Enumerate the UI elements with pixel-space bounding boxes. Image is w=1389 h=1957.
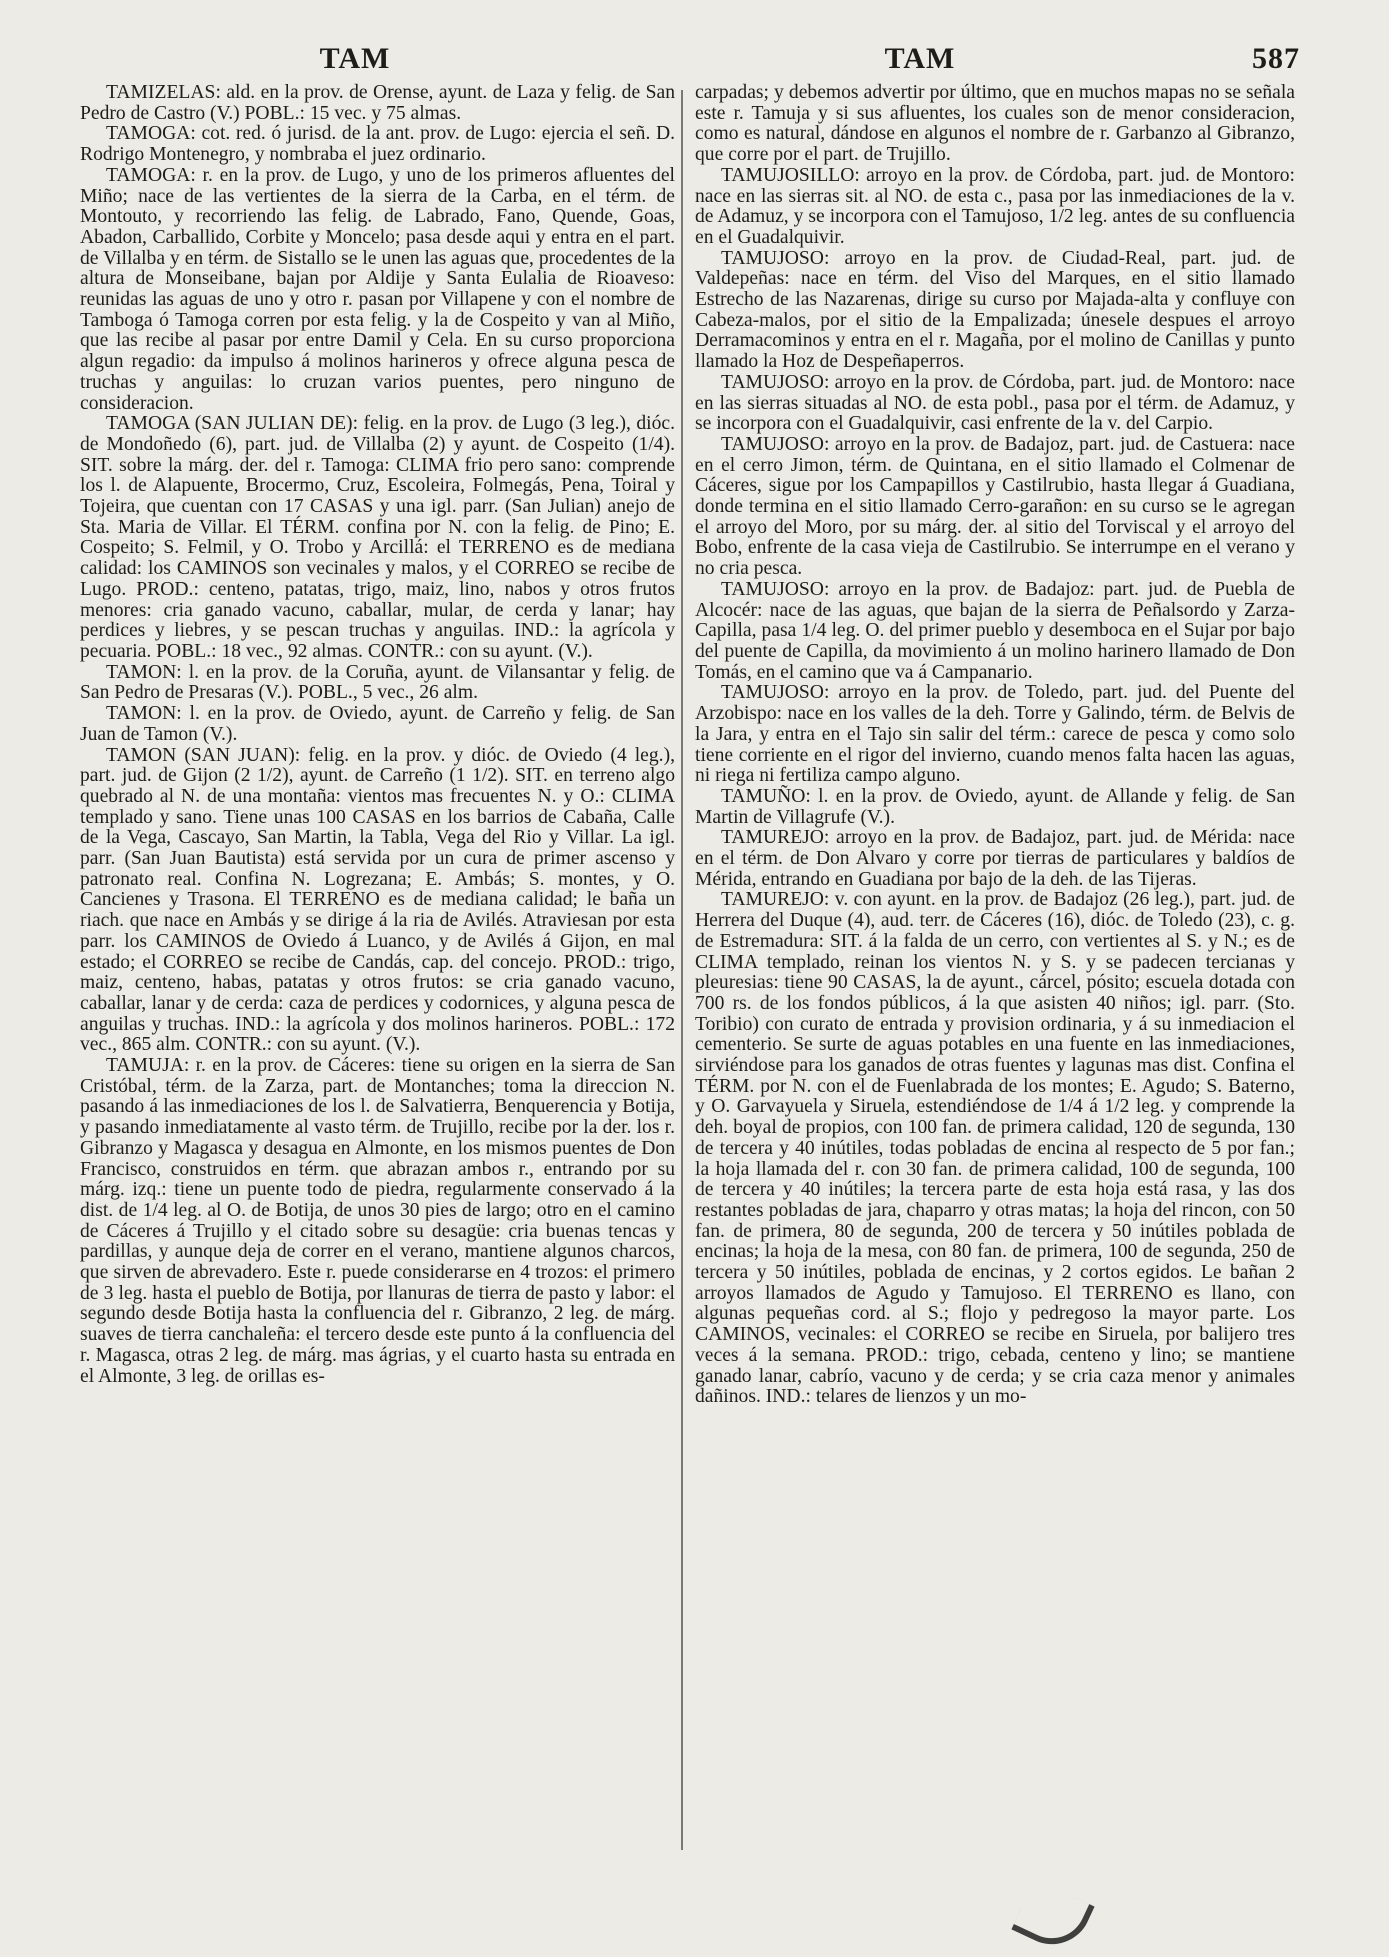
entry-tamujoso-alcocer: TAMUJOSO: arroyo en la prov. de Badajoz: part. jud. de Puebla de Alcocér: nace de las aguas, que bajan de la sierra de Peñalsordo y Zarza-Capilla, pasa 1/4 leg. O. del primer pueblo y desemboca en el Sujar por bajo del puente de Capilla, da movimiento á un molino harinero llamado de Don Tomás, en el camino que va á Campanario. (695, 578, 1295, 683)
entry-tamizelas: TAMIZELAS: ald. en la prov. de Orense, ayunt. de Laza y felig. de San Pedro de Castro (V.) POBL.: 15 vec. y 75 almas. (80, 82, 675, 124)
entry-tamon-oviedo: TAMON: l. en la prov. de Oviedo, ayunt. de Carreño y felig. de San Juan de Tamon (V.). (80, 703, 675, 745)
page-number: 587 (1252, 42, 1300, 75)
page-header (80, 42, 1320, 82)
entry-tamuja-continued: carpadas; y debemos advertir por último, que en muchos mapas no se señala este r. Tamuja y si sus afluentes, los cuales son de menor consideracion, como es natural, dándose en algunos el nombre de r. Garbanzo al Gibranzo, que corre por el part. de Trujillo. (695, 82, 1295, 166)
entry-tamujoso-toledo: TAMUJOSO: arroyo en la prov. de Toledo, part. jud. del Puente del Arzobispo: nace en los valles de la deh. Torre y Galindo, térm. de Belvis de la Jara, y entra en el Tajo sin salir del térm.: carece de pesca y como solo tiene corriente en el rigor del invierno, cuando menos falta hacen las aguas, ni riega ni fertiliza campo alguno. (695, 682, 1295, 787)
entry-tamuno: TAMUÑO: l. en la prov. de Oviedo, ayunt. de Allande y felig. de San Martin de Villagrufe (V.). (695, 785, 1295, 828)
right-column (695, 83, 1295, 1408)
header-right-word: TAM (884, 42, 956, 75)
entry-tamoga-rio: TAMOGA: r. en la prov. de Lugo, y uno de los primeros afluentes del Miño; nace de las vertientes de la sierra de la Carba, en el térm. de Montouto, y recorriendo las felig. de Labrado, Fano, Quende, Goas, Abadon, Carballido, Corbite y Moncelo; pasa desde aqui y entra en el part. de Villalba y en térm. de Sistallo se le unen las aguas que, procedentes de la altura de Monseibane, bajan por Aldije y Santa Eulalia de Rioaveso: reunidas las aguas de uno y otro r. pasan por Villapene y con el nombre de Tamboga ó Tamoga corren por esta felig. y la de Cospeito y van al Miño, que las recibe al pasar por entre Damil y Cela. En su curso proporciona algun regadio: da impulso á molinos harineros y ofrece alguna pesca de truchas y anguilas: lo cruzan varios puentes, pero ninguno de consideracion. (80, 164, 675, 414)
entry-tamurejo-arroyo: TAMUREJO: arroyo en la prov. de Badajoz, part. jud. de Mérida: nace en el térm. de Don Alvaro y corre por tierras de particulares y baldíos de Mérida, entrando en Guadiana por bajo de la deh. de las Tijeras. (695, 827, 1295, 890)
ink-smudge (1011, 1879, 1094, 1957)
column-divider (681, 90, 683, 1850)
entry-tamuja: TAMUJA: r. en la prov. de Cáceres: tiene su origen en la sierra de San Cristóbal, térm. de la Zarza, part. de Montanches; toma la direccion N. pasando á las inmediaciones de los l. de Salvatierra, Benquerencia y Botija, y pasando inmediatamente al vasto térm. de Trujillo, recibe por la der. los r. Gibranzo y Magasca y desagua en Almonte, en los mismos puentes de Don Francisco, construidos en térm. que abrazan ambos r., entrando por su márg. izq.: tiene un puente todo de piedra, regularmente conservado á la dist. de 1/4 leg. al O. de Botija, de unos 30 pies de largo; otro en el camino de Cáceres á Trujillo y el citado sobre su desagüe: cria buenas tencas y pardillas, y aunque deja de correr en el verano, mantiene algunos charcos, que sirven de abrevadero. Este r. puede considerarse en 4 trozos: el primero de 3 leg. hasta el pueblo de Botija, por llanuras de tierra de pasto y labor: el segundo desde Botija hasta la confluencia del r. Gibranzo, 2 leg. de márg. suaves de tierra canchaleña: el tercero desde este punto á la confluencia del r. Magasca, otras 2 leg. de márg. mas ágrias, y el cuarto hasta su entrada en el Almonte, 3 leg. de orillas es- (80, 1055, 675, 1387)
entry-tamujoso-ciudad-real: TAMUJOSO: arroyo en la prov. de Ciudad-Real, part. jud. de Valdepeñas: nace en térm. del Viso del Marques, en el sitio llamado Estrecho de las Nazarenas, dirige su curso por Majada-alta y confluye con Cabeza-malos, por el sitio de la Empalizada; únesele despues el arroyo Derramacominos y entra en el r. Magaña, por el molino de Canillas y punto llamado la Hoz de Despeñaperros. (695, 247, 1295, 373)
entry-tamon-san-juan: TAMON (SAN JUAN): felig. en la prov. y dióc. de Oviedo (4 leg.), part. jud. de Gijon (2 1/2), ayunt. de Carreño (1 1/2). SIT. en terreno algo quebrado al N. de una montaña: vientos mas frecuentes N. y O.: CLIMA templado y sano. Tiene unas 100 CASAS en los barrios de Cabaña, Calle de la Vega, Cascayo, San Martin, la Tabla, Vega del Rio y Villar. La igl. parr. (San Juan Bautista) está servida por un cura de primer ascenso y patronato real. Confina N. Logrezana; E. Ambás; S. montes, y O. Cancienes y Trasona. El TERRENO es de mediana calidad; le baña un riach. que nace en Ambás y se dirige á la ria de Avilés. Atraviesan por esta parr. los CAMINOS de Oviedo á Luanco, y de Avilés á Gijon, en mal estado; el CORREO se recibe de Candás, cap. del concejo. PROD.: trigo, maiz, centeno, habas, patatas y otros frutos: se cria ganado vacuno, caballar, lanar y de cerda: caza de perdices y codornices, y alguna pesca de anguilas y truchas. IND.: la agrícola y dos molinos harineros. POBL.: 172 vec., 865 alm. CONTR.: con su ayunt. (V.). (80, 744, 675, 1056)
left-column (80, 83, 675, 1387)
entry-tamoga-san-julian: TAMOGA (SAN JULIAN DE): felig. en la prov. de Lugo (3 leg.), dióc. de Mondoñedo (6), part. jud. de Villalba (2) y ayunt. de Cospeito (1/4). SIT. sobre la márg. der. del r. Tamoga: CLIMA frio pero sano: comprende los l. de Alapuente, Brocermo, Cruz, Escoleira, Folmegás, Pena, Toiral y Tojeira, que cuentan con 17 CASAS y una igl. parr. (San Julian) anejo de Sta. Maria de Villar. El TÉRM. confina por N. con la felig. de Pino; E. Cospeito; S. Felmil, y O. Trobo y Arcillá: el TERRENO es de mediana calidad: los CAMINOS son vecinales y malos, y el CORREO se recibe de Lugo. PROD.: centeno, patatas, trigo, maiz, lino, nabos y otros frutos menores: cria ganado vacuno, caballar, mular, de cerda y lanar; hay perdices y liebres, y se pescan truchas y anguilas. IND.: la agrícola y pecuaria. POBL.: 18 vec., 92 almas. CONTR.: con su ayunt. (V.). (80, 413, 675, 662)
entry-tamurejo-villa: TAMUREJO: v. con ayunt. en la prov. de Badajoz (26 leg.), part. jud. de Herrera del Duque (4), aud. terr. de Cáceres (16), dióc. de Toledo (23), c. g. de Estremadura: SIT. á la falda de un cerro, con vertientes al S. y N.; es de CLIMA templado, reinan los vientos N. y S. y se padecen tercianas y pleuresias: tiene 90 CASAS, la de ayunt., cárcel, pósito; escuela dotada con 700 rs. de los fondos públicos, á la que asisten 40 niños; igl. parr. (Sto. Toribio) con curato de entrada y provision ordinaria, y á su inmediacion el cementerio. Se surte de aguas potables en una fuente en las inmediaciones, sirviéndose para los ganados de otras fuentes y lagunas mas dist. Confina el TÉRM. por N. con el de Fuenlabrada de los montes; E. Agudo; S. Baterno, y O. Garvayuela y Siruela, estendiéndose de 1/4 á 1/2 leg. y comprende la deh. boyal de propios, con 100 fan. de primera calidad, 120 de segunda, 130 de tercera y 40 inútiles, todas pobladas de encina al respecto de 5 por fan.; la hoja llamada del r. con 30 fan. de primera calidad, 100 de segunda, 100 de tercera y 40 inútiles; la tercera parte de esta hoja está rasa, y las dos restantes pobladas de jara, chaparro y otras matas; la hoja del rincon, con 50 fan. de primera, 80 de segunda, 200 de tercera y 50 inútiles poblada de encinas; la hoja de la mesa, con 80 fan. de primera, 100 de segunda, 250 de tercera y 50 inútiles, poblada de encinas, y 2 cortos egidos. Le bañan 2 arroyos llamados de Agudo y Tamujoso. El TERRENO es llano, con algunas pequeñas cord. al S.; flojo y pedregoso la mayor parte. Los CAMINOS, vecinales: el CORREO se recibe en Siruela, por balijero tres veces á la semana. PROD.: trigo, cebada, centeno y lino; se mantiene ganado lanar, cabrío, vacuno y de cerda; y se cria caza menor y animales dañinos. IND.: telares de lienzos y un mo- (695, 889, 1295, 1408)
entry-tamujoso-cordoba: TAMUJOSO: arroyo en la prov. de Córdoba, part. jud. de Montoro: nace en las sierras situadas al NO. de esta pobl., pasa por el térm. de Adamuz, y se incorpora con el Guadalquivir, casi enfrente de la v. del Carpio. (695, 371, 1295, 435)
entry-tamoga-coto: TAMOGA: cot. red. ó jurisd. de la ant. prov. de Lugo: ejercia el señ. D. Rodrigo Montenegro, y nombraba el juez ordinario. (80, 123, 675, 166)
entry-tamujoso-castuera: TAMUJOSO: arroyo en la prov. de Badajoz, part. jud. de Castuera: nace en el cerro Jimon, térm. de Quintana, en el sitio llamado el Colmenar de Cáceres, sigue por los Campapillos y Castilrubio, hasta llegar á Guadiana, donde termina en el sitio llamado Cerro-garañon: en su curso se le agregan el arroyo del Moro, por su márg. der. al sitio del Torviscal y el arroyo del Bobo, enfrente de la casa vieja de Castilrubio. Se interrumpe en el verano y no cria pesca. (695, 433, 1295, 580)
header-left-word: TAM (319, 42, 391, 75)
entry-tamujosillo: TAMUJOSILLO: arroyo en la prov. de Córdoba, part. jud. de Montoro: nace en las sierras sit. al NO. de esta c., pasa por las inmediaciones de la v. de Adamuz, y se incorpora con el Tamujoso, 1/2 leg. antes de su confluencia en el Guadalquivir. (695, 164, 1295, 248)
entry-tamon-coruna: TAMON: l. en la prov. de la Coruña, ayunt. de Vilansantar y felig. de San Pedro de Presaras (V.). POBL., 5 vec., 26 alm. (80, 661, 675, 704)
